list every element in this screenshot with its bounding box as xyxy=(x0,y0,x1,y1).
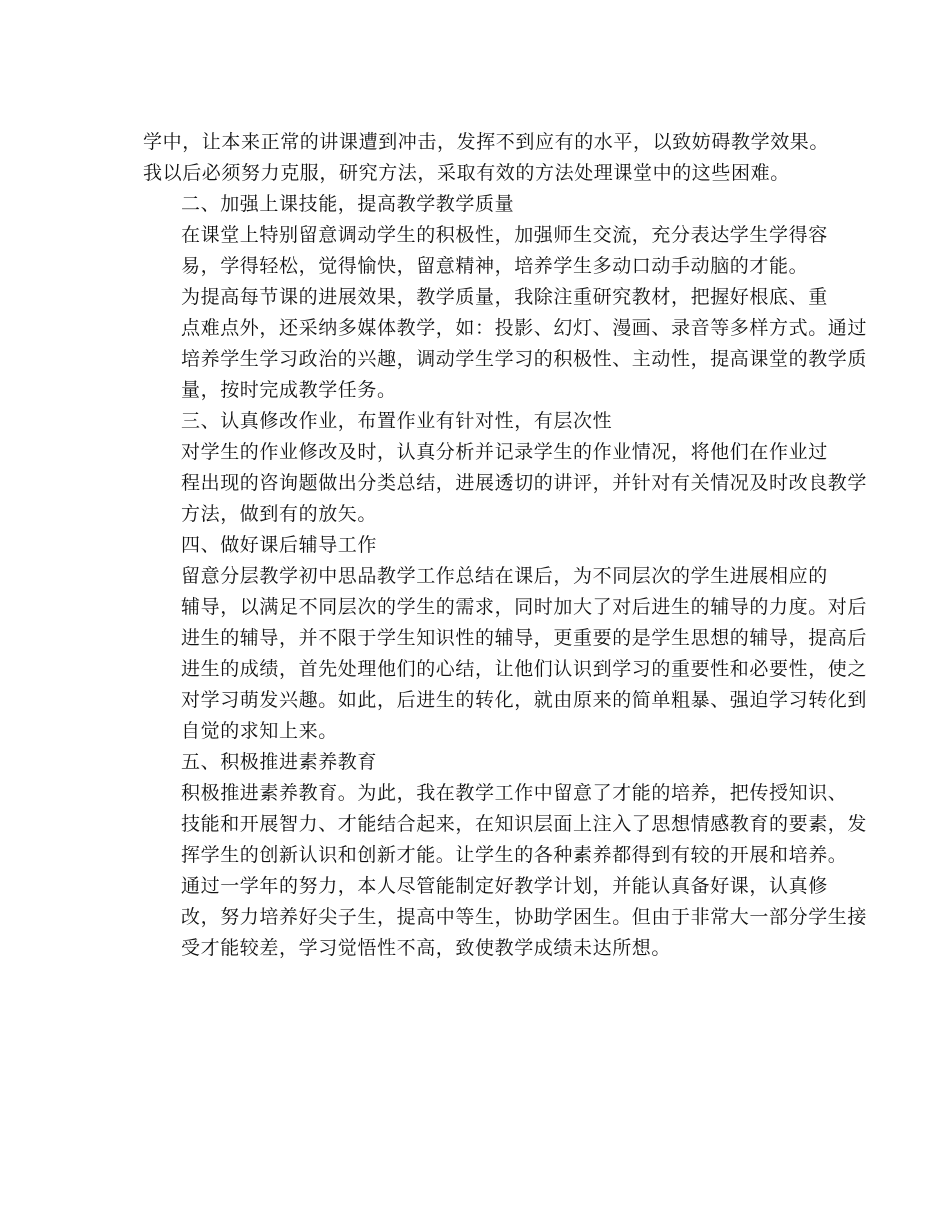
text-line: 进生的辅导，并不限于学生知识性的辅导，更重要的是学生思想的辅导，提高后 xyxy=(181,627,868,649)
text-line: 点难点外，还采纳多媒体教学，如：投影、幻灯、漫画、录音等多样方式。通过 xyxy=(181,317,868,339)
paragraph xyxy=(143,871,868,964)
paragraph xyxy=(143,561,868,747)
text-line: 学中，让本来正常的讲课遭到冲击，发挥不到应有的水平，以致妨碍教学效果。 xyxy=(143,131,830,153)
document-body xyxy=(143,127,868,964)
paragraph xyxy=(143,530,803,561)
text-line: 进生的成绩，首先处理他们的心结，让他们认识到学习的重要性和必要性，使之 xyxy=(181,658,868,680)
text-line: 我以后必须努力克服，研究方法，采取有效的方法处理课堂中的这些困难。 xyxy=(143,162,790,184)
text-line: 挥学生的创新认识和创新才能。让学生的各种素养都得到有较的开展和培养。 xyxy=(181,844,848,866)
text-line: 量，按时完成教学任务。 xyxy=(181,379,397,401)
paragraph xyxy=(143,220,828,282)
text-line: 自觉的求知上来。 xyxy=(181,720,338,742)
text-line: 四、做好课后辅导工作 xyxy=(181,534,378,556)
paragraph xyxy=(143,282,868,406)
text-line: 对学习萌发兴趣。如此，后进生的转化，就由原来的简单粗暴、强迫学习转化到 xyxy=(181,689,868,711)
paragraph xyxy=(143,406,803,437)
text-line: 培养学生学习政治的兴趣，调动学生学习的积极性、主动性，提高课堂的教学质 xyxy=(181,348,868,370)
text-line: 二、加强上课技能，提高教学教学质量 xyxy=(181,193,515,215)
text-line: 技能和开展智力、才能结合起来，在知识层面上注入了思想情感教育的要素，发 xyxy=(181,813,868,835)
text-line: 五、积极推进素养教育 xyxy=(181,751,378,773)
paragraph xyxy=(143,747,803,778)
text-line: 积极推进素养教育。为此，我在教学工作中留意了才能的培养，把传授知识、 xyxy=(181,782,848,804)
paragraph xyxy=(143,127,830,189)
text-line: 在课堂上特别留意调动学生的积极性，加强师生交流，充分表达学生学得容 xyxy=(181,224,828,246)
text-line: 三、认真修改作业，布置作业有针对性，有层次性 xyxy=(181,410,613,432)
text-line: 受才能较差，学习觉悟性不高，致使教学成绩未达所想。 xyxy=(181,937,672,959)
paragraph xyxy=(143,778,868,871)
text-line: 为提高每节课的进展效果，教学质量，我除注重研究教材，把握好根底、重 xyxy=(181,286,828,308)
text-line: 留意分层教学初中思品教学工作总结在课后，为不同层次的学生进展相应的 xyxy=(181,565,828,587)
text-line: 对学生的作业修改及时，认真分析并记录学生的作业情况，将他们在作业过 xyxy=(181,441,828,463)
text-line: 改，努力培养好尖子生，提高中等生，协助学困生。但由于非常大一部分学生接 xyxy=(181,906,868,928)
text-line: 通过一学年的努力，本人尽管能制定好教学计划，并能认真备好课，认真修 xyxy=(181,875,828,897)
text-line: 辅导，以满足不同层次的学生的需求，同时加大了对后进生的辅导的力度。对后 xyxy=(181,596,868,618)
paragraph xyxy=(143,437,868,530)
text-line: 程出现的咨询题做出分类总结，进展透切的讲评，并针对有关情况及时改良教学 xyxy=(181,472,868,494)
text-line: 易，学得轻松，觉得愉快，留意精神，培养学生多动口动手动脑的才能。 xyxy=(181,255,809,277)
text-line: 方法，做到有的放矢。 xyxy=(181,503,378,525)
paragraph xyxy=(143,189,803,220)
